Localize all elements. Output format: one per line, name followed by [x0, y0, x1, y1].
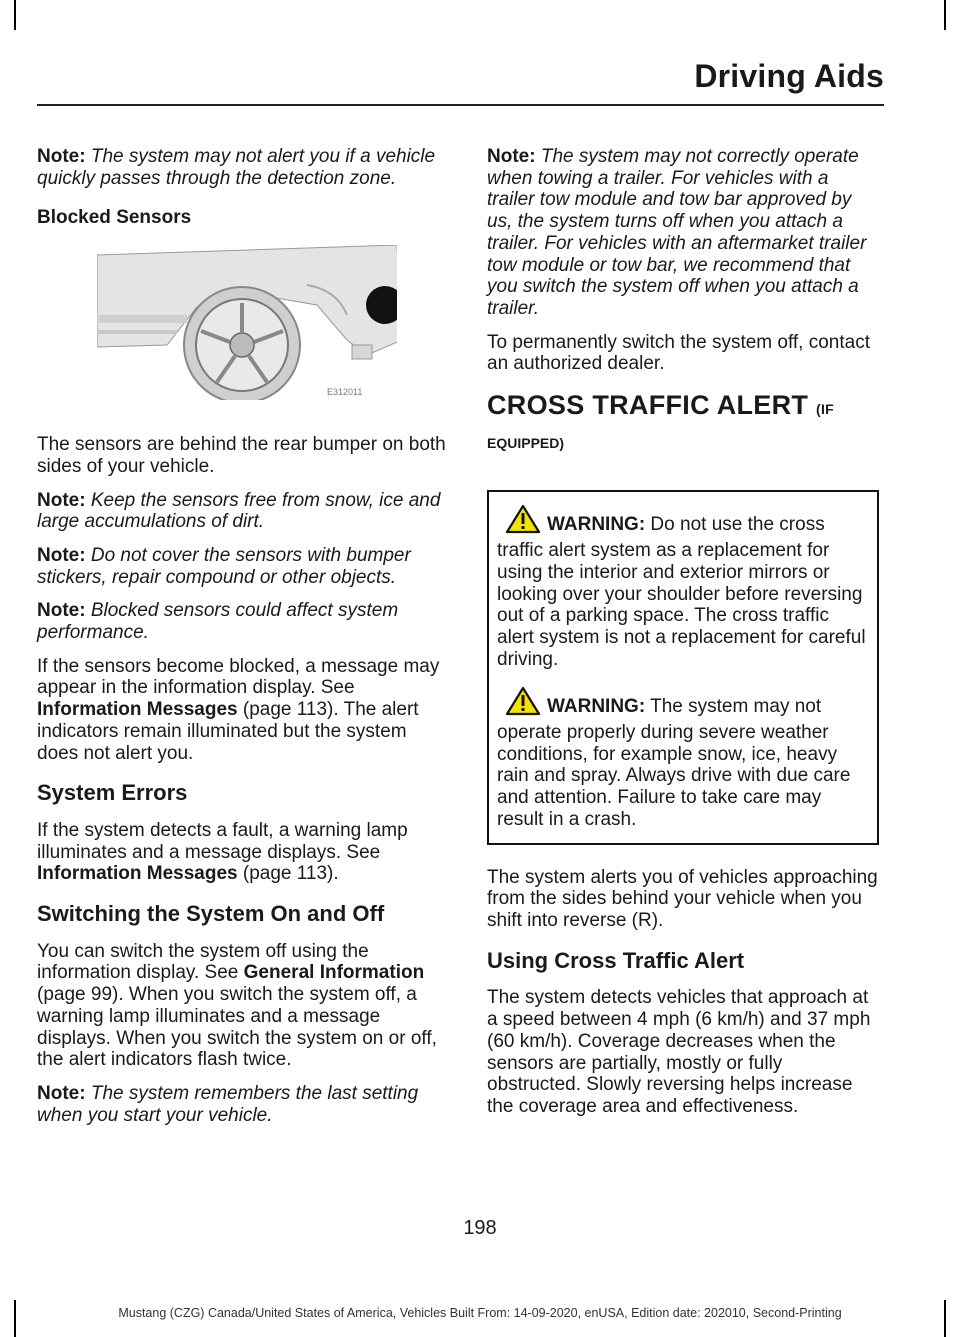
rear-wheel-illustration: [97, 245, 397, 400]
using-paragraph: The system detects vehicles that approach at a speed between 4 mph (6 km/h) and 37 mph (60 km/h). Coverage decreases when the sensors are partially, mostly or fully obstructed. Slowly reversing helps increase the coverage area and effectiveness.: [487, 987, 871, 1117]
sensors-location-paragraph: The sensors are behind the rear bumper on both sides of your vehicle.: [37, 434, 446, 477]
right-column: [487, 146, 879, 1130]
page-number: 198: [463, 1217, 497, 1239]
figure-code: E312011: [327, 387, 363, 398]
blocked-sensors-heading: Blocked Sensors: [37, 207, 192, 229]
link-information-messages-2[interactable]: Information Messages: [37, 863, 238, 885]
note-do-not-cover: Note: Do not cover the sensors with bumper stickers, repair compound or other objects.: [37, 544, 411, 588]
link-information-messages[interactable]: Information Messages: [37, 699, 238, 721]
note-detection-zone: Note: The system may not alert you if a vehicle quickly passes through the detection zone.: [37, 146, 436, 189]
switching-heading: Switching the System On and Off: [37, 901, 385, 927]
dealer-paragraph: To permanently switch the system off, contact an authorized dealer.: [487, 331, 870, 375]
crop-mark-top-left: [14, 0, 16, 30]
cross-traffic-alert-heading: CROSS TRAFFIC ALERT (IF: [487, 390, 835, 421]
using-cross-traffic-heading: Using Cross Traffic Alert: [487, 947, 745, 973]
link-general-information[interactable]: General Information: [243, 962, 425, 984]
warning-triangle-icon: [505, 504, 541, 540]
warning-triangle-icon: [505, 686, 541, 722]
page-header-title: Driving Aids: [694, 58, 884, 94]
warning-mirrors: WARNING: Do not use the cross traffic alert system as a replacement for using the interior and exterior mirrors or looking over your shoulder before reversing out of a parking space. The cross traffic alert system is not a replacement for careful driving.: [497, 504, 869, 670]
crop-mark-top-right: [944, 0, 946, 30]
switching-paragraph: You can switch the system off using the information display. See General Information (page 99). When you switch the system off, a warning lamp illuminates and a message displays. When you switch the system on or off, the alert indicators flash twice.: [37, 940, 437, 1071]
note-keep-free: Note: Keep the sensors free from snow, ice and large accumulations of dirt.: [37, 489, 441, 533]
blocked-message-paragraph: If the sensors become blocked, a message may appear in the information display. See Information Messages (page 113). The alert indicators remain illuminated but the system does not alert you.: [37, 655, 440, 764]
cross-traffic-alert-heading-cont: EQUIPPED): [487, 434, 565, 451]
warning-weather: WARNING: The system may not operate properly during severe weather conditions, for example snow, ice, heavy rain and spray. Always drive with due care and attention. Failure to take care may result in a crash.: [497, 686, 869, 830]
note-remembers-setting: Note: The system remembers the last setting when you start your vehicle.: [37, 1082, 419, 1126]
note-blocked-performance: Note: Blocked sensors could affect system performance.: [37, 600, 399, 644]
note-trailer: Note: The system may not correctly operate when towing a trailer. For vehicles with a trailer tow module and tow bar approved by us, the system turns off when you attach a trailer. For vehicles with an aftermarket trailer tow module or tow bar, we recommend that you switch the system off when you attach a trailer.: [487, 146, 867, 319]
alerts-paragraph: The system alerts you of vehicles approaching from the sides behind your vehicle when you shift into reverse (R).: [487, 866, 878, 931]
system-errors-paragraph: If the system detects a fault, a warning lamp illuminates and a message displays. See Information Messages (page 113).: [37, 819, 408, 885]
system-errors-heading: System Errors: [37, 780, 188, 806]
page-footer: Mustang (CZG) Canada/United States of America, Vehicles Built From: 14-09-2020, enUSA, Edition date: 202010, Second-Printing: [118, 1306, 842, 1320]
left-column: [37, 146, 449, 1138]
header-rule: [37, 104, 884, 106]
warning-box: [487, 490, 879, 844]
rear-bumper-figure: [97, 245, 397, 400]
